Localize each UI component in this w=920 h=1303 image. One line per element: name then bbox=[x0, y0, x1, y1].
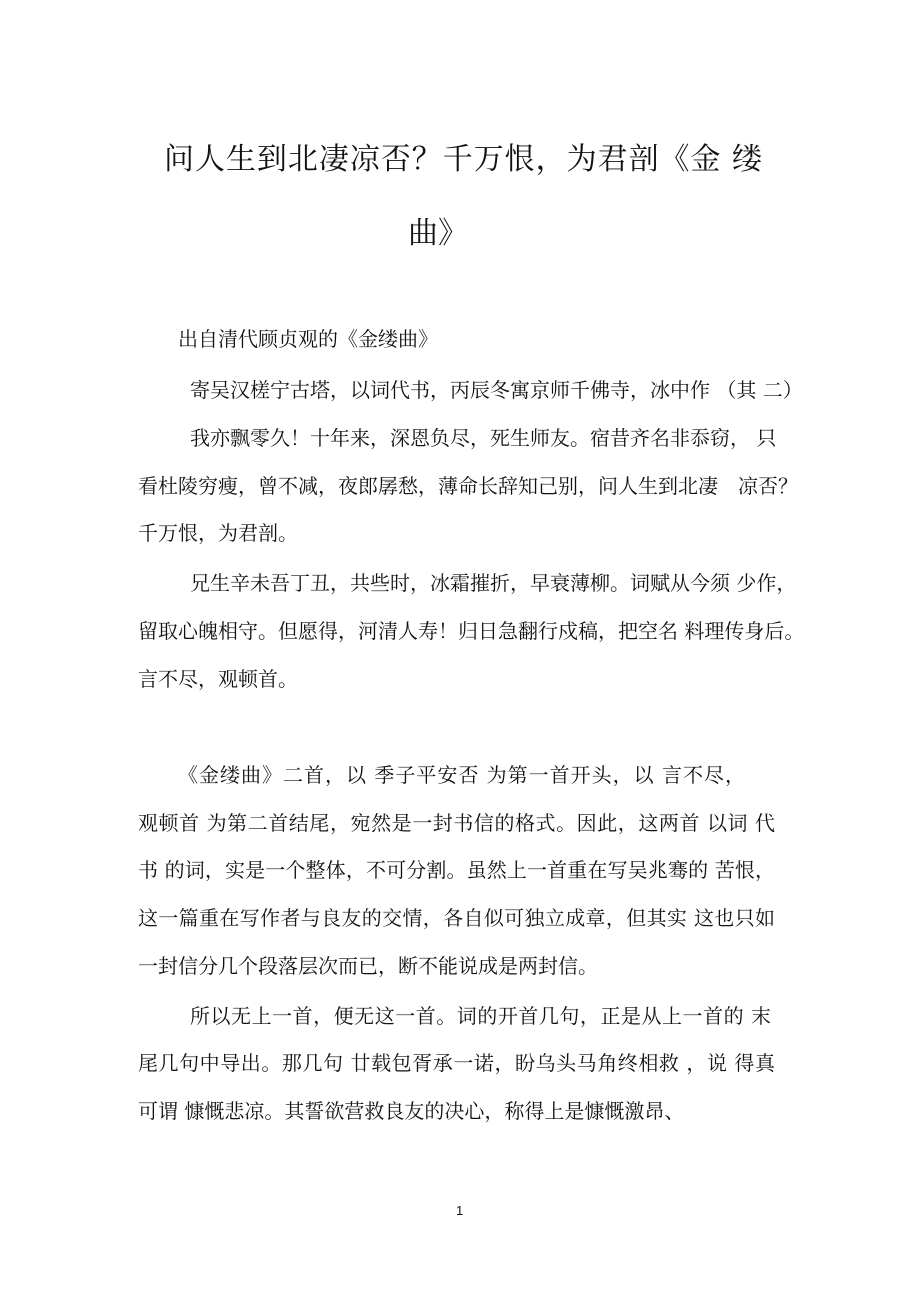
poem-line: 兄生辛未吾丁丑，共些时，冰霜摧折，早衰薄柳。词赋从今须 少作， bbox=[190, 571, 797, 595]
document-title-line-2: 曲》 bbox=[408, 216, 468, 251]
commentary-line: 尾几句中导出。那几句 廿载包胥承一诺，盼乌头马角终相救 ，说 得真 bbox=[138, 1051, 775, 1075]
poem-line: 看杜陵穷瘦，曾不减，夜郎孱愁，薄命长辞知己别，问人生到北凄 凉否？ bbox=[138, 474, 798, 498]
poem-line: 我亦飘零久！十年来，深恩负尽，死生师友。宿昔齐名非忝窃， 只 bbox=[190, 426, 777, 450]
commentary-line: 《金缕曲》二首，以 季子平安否 为第一首开头，以 言不尽， bbox=[178, 763, 745, 787]
poem-line: 留取心魄相守。但愿得，河清人寿！归日急翻行戍稿，把空名 料理传身后。 bbox=[138, 619, 805, 643]
source-line: 出自清代顾贞观的《金缕曲》 bbox=[178, 327, 438, 351]
subtitle-line: 寄吴汉槎宁古塔，以词代书，丙辰冬寓京师千佛寺，冰中作 （其 二） bbox=[190, 378, 803, 402]
commentary-line: 观顿首 为第二首结尾，宛然是一封书信的格式。因此，这两首 以词 代 bbox=[138, 811, 775, 835]
poem-line: 言不尽，观顿首。 bbox=[138, 667, 298, 691]
commentary-line: 一封信分几个段落层次而已，断不能说成是两封信。 bbox=[138, 954, 598, 978]
page-number: 1 bbox=[456, 1203, 464, 1218]
document-title-line-1: 问人生到北凄凉否？千万恨，为君剖《金 缕 bbox=[164, 142, 762, 177]
commentary-line: 所以无上一首，便无这一首。词的开首几句，正是从上一首的 末 bbox=[190, 1004, 771, 1028]
poem-line: 千万恨，为君剖。 bbox=[138, 521, 298, 545]
commentary-line: 可谓 慷慨悲凉。其誓欲营救良友的决心，称得上是慷慨激昂、 bbox=[138, 1099, 685, 1123]
commentary-line: 书 的词，实是一个整体，不可分割。虽然上一首重在写吴兆骞的 苦恨， bbox=[138, 858, 775, 882]
commentary-line: 这一篇重在写作者与良友的交情，各自似可独立成章，但其实 这也只如 bbox=[138, 906, 775, 930]
